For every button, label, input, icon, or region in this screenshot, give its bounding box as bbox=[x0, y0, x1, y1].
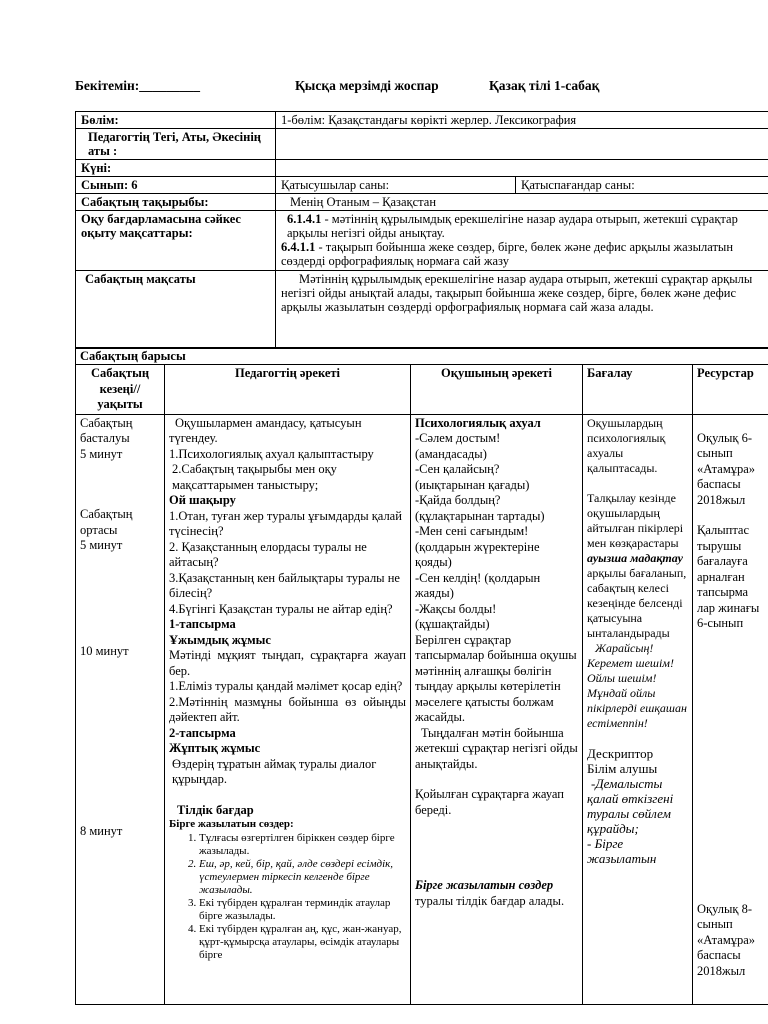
course-title: Сабақтың барысы bbox=[76, 348, 768, 365]
task-2-text: Өздерің тұратын аймақ туралы диалог құрыңдар. bbox=[172, 756, 377, 786]
student-line: (иықтарынан қағады) bbox=[415, 477, 530, 492]
col-teacher-header: Педагогтің әрекеті bbox=[165, 365, 411, 415]
stage-start-time: 5 минут bbox=[80, 446, 123, 461]
objective-2-code: 6.4.1.1 bbox=[281, 240, 316, 254]
praise-phrases: Жарайсың! Керемет шешім! Ойлы шешім! Мұндай ойлы пікірлерді ешқашан естімеппін! bbox=[587, 640, 687, 730]
col-assessment-header: Бағалау bbox=[583, 365, 693, 415]
section-label: Бөлім: bbox=[76, 112, 276, 129]
resource-1: Оқулық 6-сынып «Атамұра» баспасы 2018жыл bbox=[697, 430, 756, 507]
rule-item: 1. Тұлғасы өзгертілген біріккен сөздер бірге жазылады. bbox=[199, 832, 406, 858]
oral-praise: ауызша мадақтау bbox=[587, 550, 683, 565]
rule-item: 3. Екі түбірден құралған терминдік атаулар бірге жазылады. bbox=[199, 897, 406, 923]
teacher-step-1: 1.Психологиялық ахуал қалыптастыру bbox=[169, 446, 374, 461]
spelling-rules-list bbox=[169, 832, 406, 962]
student-line: -Сәлем достым! bbox=[415, 431, 501, 445]
subject-title: Қазақ тілі 1-сабақ bbox=[489, 78, 600, 93]
stage-cell bbox=[76, 414, 165, 1004]
objective-1-code: 6.1.4.1 bbox=[287, 212, 322, 226]
objective-2-text: - тақырып бойынша жеке сөздер, бірге, бөлек және дефис арқылы жазылатын сөздерді орфографиялық нормаға сай жазу bbox=[281, 240, 734, 268]
student-answer-1: Берілген сұрақтар тапсырмалар бойынша оқушы мәтіннің алғашқы бөлігін тыңдау арқылы көтерілетін мәселеге қатысты болжам жасайды. bbox=[415, 632, 577, 724]
stage-time-8: 8 минут bbox=[80, 824, 123, 838]
rule-item: 2. Еш, әр, кей, бір, қай, әлде сөздері есімдік, үстеулермен тіркесіп келгенде бірге жазылады. bbox=[199, 858, 406, 897]
col-student-header: Оқушының әрекеті bbox=[411, 365, 583, 415]
student-line: (амандасады) bbox=[415, 446, 487, 461]
date-label: Күні: bbox=[76, 160, 276, 177]
group-work-title: Ұжымдық жұмыс bbox=[169, 632, 271, 647]
descriptor-1: -Демалысты қалай өткізгені туралы сөйлем құрайды; bbox=[587, 775, 674, 836]
brainstorm-q4: 4.Бүгінгі Қазақстан туралы не айтар едің? bbox=[169, 601, 393, 616]
task-1-text: Мәтінді мұқият тыңдап, сұрақтарға жауап бер. bbox=[169, 648, 406, 678]
student-line: -Сен келдің! (қолдарын жаяды) bbox=[415, 570, 541, 600]
col-stage-header: Сабақтың кезеңі// уақыты bbox=[76, 365, 165, 415]
descriptor-2: - Бірге жазылатын bbox=[587, 835, 657, 866]
teacher-step-2: 2.Сабақтың тақырыбы мен оқу мақсаттарымен таныстыру; bbox=[172, 462, 337, 492]
brainstorm-q2: 2. Қазақстанның елордасы туралы не айтасың? bbox=[169, 539, 367, 569]
task-1-question-2: 2.Мәтіннің мазмұны бойынша өз ойыңды дәйектеп айт. bbox=[169, 694, 406, 724]
teacher-name-label: Педагогтің Тегі, Аты, Әкесінің аты : bbox=[76, 129, 276, 160]
plan-type: Қысқа мерзімді жоспар bbox=[295, 78, 439, 93]
brainstorm-title: Ой шақыру bbox=[169, 493, 236, 507]
assessment-1: Оқушылардың психологиялық ахуалы қалыптасады. bbox=[587, 415, 666, 475]
psych-title: Психологиялық ахуал bbox=[415, 415, 541, 430]
teacher-name-value bbox=[276, 129, 768, 160]
section-value: 1-бөлім: Қазақстандағы көрікті жерлер. Лексикография bbox=[276, 112, 768, 129]
resource-3: Оқулық 8-сынып «Атамұра» баспасы 2018жыл bbox=[697, 901, 756, 978]
teacher-actions-cell bbox=[165, 414, 411, 1004]
present-count-label: Қатысушылар саны: bbox=[276, 177, 516, 194]
stage-middle-time: 5 минут bbox=[80, 538, 123, 552]
resources-cell bbox=[693, 414, 768, 1004]
objective-1-text: - мәтіннің құрылымдық ерекшелігіне назар аудара отырып, жетекші сұрақтар арқылы негізгі ойды анықтау. bbox=[287, 212, 738, 240]
stage-start: Сабақтың басталуы bbox=[80, 415, 133, 445]
assessment-cell bbox=[583, 414, 693, 1004]
topic-value: Менің Отаным – Қазақстан bbox=[276, 194, 768, 211]
task-2-title: 2-тапсырма bbox=[169, 725, 236, 740]
student-answer-2: Тыңдалған мәтін бойынша жетекші сұрақтар негізгі ойды анықтайды. bbox=[415, 725, 578, 771]
language-focus-title: Тілдік бағдар bbox=[177, 802, 254, 817]
col-resources-header: Ресурстар bbox=[693, 365, 768, 415]
together-words-title: Бірге жазылатын сөздер: bbox=[169, 818, 294, 830]
task-1-question-1: 1.Еліміз туралы қандай мәлімет қосар едің? bbox=[169, 679, 403, 693]
lesson-info-table bbox=[75, 111, 768, 349]
descriptor-title: Дескриптор bbox=[587, 745, 654, 761]
class-label: Сынып: 6 bbox=[76, 177, 276, 194]
lesson-goal-label: Сабақтың мақсаты bbox=[76, 271, 276, 349]
descriptor-learner: Білім алушы bbox=[587, 760, 658, 776]
student-line: (құшақтайды) bbox=[415, 617, 490, 631]
stage-middle: Сабақтың ортасы bbox=[80, 507, 133, 537]
objectives-value bbox=[276, 211, 768, 271]
student-line: -Қайда болдың? bbox=[415, 493, 501, 507]
topic-label: Сабақтың тақырыбы: bbox=[76, 194, 276, 211]
teacher-greeting: Оқушылармен амандасу, қатысуын түгендеу. bbox=[169, 415, 362, 445]
together-words-heading: Бірге жазылатын сөздер bbox=[415, 878, 554, 892]
student-line: (құлақтарынан тартады) bbox=[415, 508, 545, 523]
brainstorm-q1: 1.Отан, туған жер туралы ұғымдарды қалай түсінесің? bbox=[169, 508, 402, 538]
brainstorm-q3: 3.Қазақстанның кен байлықтары туралы не білесің? bbox=[169, 570, 400, 600]
approval-line: Бекітемін:_________ bbox=[75, 78, 201, 93]
pair-work-title: Жұптық жұмыс bbox=[169, 741, 261, 755]
lesson-course-table bbox=[75, 347, 768, 1005]
absent-count-label: Қатыспағандар саны: bbox=[516, 177, 768, 194]
student-line: -Сен қалайсың? bbox=[415, 462, 500, 476]
rule-item: 4. Екі түбірден құралған аң, құс, жан-жануар, құрт-құмырсқа атаулары, өсімдік атаулары бірге bbox=[199, 923, 406, 962]
lesson-goal-text: Мәтіннің құрылымдық ерекшелігіне назар аудара отырып, жетекші сұрақтар арқылы негізгі ойды анықтай алады, тақырып бойынша жеке сөздер, бірге, бөлек және дефис арқылы жазылатын сөздерді орфографиялық нормаға сай жаза алады. bbox=[276, 271, 768, 349]
assessment-2: Талқылау кезінде оқушылардың айтылған пікірлері мен көзқарастары bbox=[587, 490, 684, 550]
resource-2: Қалыптас тырушы бағалауға арналған тапсырма лар жинағы 6-сынып bbox=[697, 523, 760, 630]
task-1-title: 1-тапсырма bbox=[169, 617, 236, 631]
document-header bbox=[75, 78, 755, 96]
student-line: -Мен сені сағындым! bbox=[415, 524, 529, 538]
assessment-3: арқылы бағаланып, сабақтың келесі кезеңінде белсенді қатысуына ынталандырады bbox=[587, 565, 687, 640]
student-line: (қолдарын жүректеріне қояды) bbox=[415, 539, 540, 569]
together-words-text: туралы тілдік бағдар алады. bbox=[415, 893, 565, 908]
student-line: -Жақсы болды! bbox=[415, 601, 497, 616]
student-answer-3: Қойылған сұрақтарға жауап береді. bbox=[415, 787, 564, 817]
date-value bbox=[276, 160, 768, 177]
objectives-label: Оқу бағдарламасына сәйкес оқыту мақсаттары: bbox=[76, 211, 276, 271]
stage-time-10: 10 минут bbox=[80, 643, 129, 658]
student-actions-cell bbox=[411, 414, 583, 1004]
